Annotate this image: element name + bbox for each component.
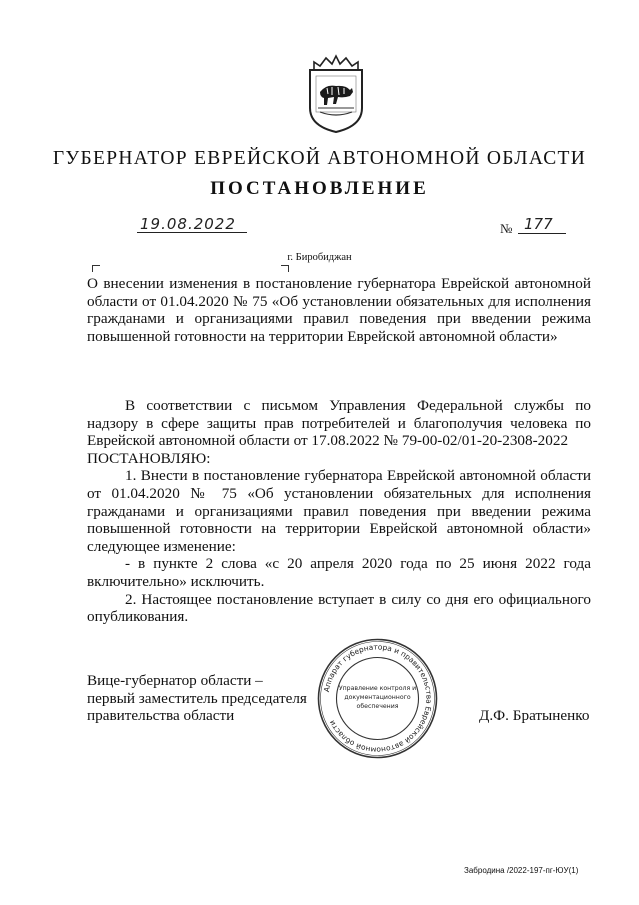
item-1-paragraph: 1. Внести в постановление губернатора Еврейской автономной области от 01.04.2020 № 75 «Об установлении обязательных для исполнения гражданами и организациями правил поведения при введении режима повышенной готовности на территории Еврейской автономной области» следующее изменение: — [87, 467, 591, 555]
signer-title-line: Вице-губернатор области – — [87, 672, 263, 689]
coat-of-arms-emblem — [302, 52, 370, 134]
seal-inner-line: документационного — [344, 694, 411, 701]
official-seal — [315, 636, 440, 761]
resolve-word: ПОСТАНОВЛЯЮ: — [87, 449, 211, 467]
signer-title — [87, 672, 307, 725]
subject-corner-left — [92, 265, 100, 272]
signer-title-line: правительства области — [87, 707, 235, 725]
subject-corner-right — [281, 265, 289, 272]
signer-title-line: первый заместитель председателя — [87, 689, 307, 707]
item-1-subitem: - в пункте 2 слова «с 20 апреля 2020 года по 25 июня 2022 года включительно» исключить. — [87, 555, 591, 590]
seal-inner-line: Управление контроля и — [338, 685, 417, 692]
footer-code: Забродина /2022-197-пг-ЮУ(1) — [464, 866, 579, 875]
document-number: 177 — [524, 215, 553, 233]
preamble-paragraph: В соответствии с письмом Управления Федеральной службы по надзору в сфере защиты прав потребителей и благополучия человека по Еврейской автономной области от 17.08.2022 № 79-00-02/01-20-2308-2022 — [87, 397, 591, 450]
document-body — [87, 397, 591, 626]
number-underline — [518, 233, 566, 234]
number-label: № — [500, 221, 513, 236]
item-2-paragraph: 2. Настоящее постановление вступает в силу со дня его официального опубликования. — [87, 590, 591, 626]
signer-name: Д.Ф. Братыненко — [479, 707, 590, 724]
seal-inner-line: обеспечения — [356, 703, 399, 710]
document-subject: О внесении изменения в постановление губернатора Еврейской автономной области от 01.04.2020 № 75 «Об установлении обязательных для исполнения гражданами и организациями правил поведения при введении режима повышенной готовности на территории Еврейской автономной области» — [87, 275, 591, 345]
document-date: 19.08.2022 — [140, 215, 236, 233]
city-name: г. Биробиджан — [287, 252, 352, 263]
organization-title: ГУБЕРНАТОР ЕВРЕЙСКОЙ АВТОНОМНОЙ ОБЛАСТИ — [52, 148, 587, 169]
document-type-title: ПОСТАНОВЛЕНИЕ — [210, 178, 429, 199]
seal-outer-text: Аппарат губернатора и правительства Еврейской автономной области — [321, 642, 434, 755]
